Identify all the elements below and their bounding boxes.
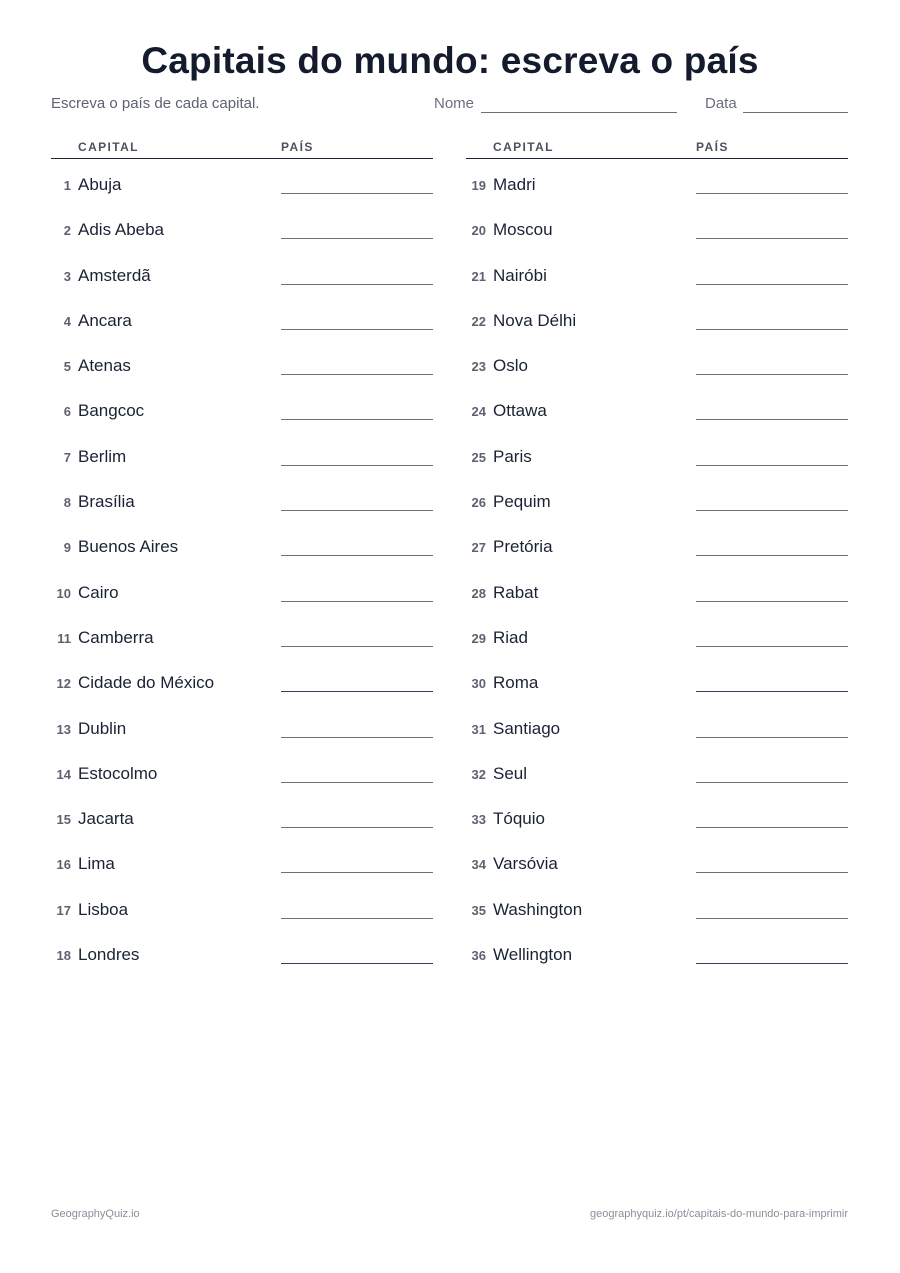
country-answer-line[interactable] — [281, 374, 433, 375]
list-item — [466, 838, 848, 883]
capital-header: CAPITAL — [78, 140, 139, 154]
capital-name: Rabat — [493, 582, 539, 602]
capital-name: Pequim — [493, 492, 551, 512]
item-number: 21 — [471, 268, 486, 284]
item-number: 17 — [56, 902, 71, 918]
country-answer-line[interactable] — [281, 646, 433, 647]
capital-name: Estocolmo — [78, 763, 158, 783]
list-item — [51, 838, 433, 883]
item-number: 2 — [63, 223, 71, 239]
country-answer-line[interactable] — [281, 737, 433, 738]
country-header: PAÍS — [696, 140, 729, 154]
item-number: 26 — [471, 495, 486, 511]
list-item — [51, 884, 433, 929]
capital-name: Buenos Aires — [78, 537, 179, 557]
country-answer-line[interactable] — [696, 827, 848, 828]
list-item — [51, 567, 433, 612]
country-answer-line[interactable] — [696, 963, 848, 964]
capital-name: Brasília — [78, 492, 135, 512]
list-item — [466, 929, 848, 974]
country-answer-line[interactable] — [281, 419, 433, 420]
column-header — [51, 138, 433, 159]
item-number: 18 — [56, 948, 71, 964]
list-item — [51, 929, 433, 974]
item-number: 8 — [63, 495, 71, 511]
list-item — [466, 204, 848, 249]
country-answer-line[interactable] — [696, 555, 848, 556]
country-answer-line[interactable] — [696, 193, 848, 194]
list-item — [51, 295, 433, 340]
country-answer-line[interactable] — [696, 465, 848, 466]
country-answer-line[interactable] — [696, 374, 848, 375]
country-answer-line[interactable] — [696, 737, 848, 738]
capital-name: Adis Abeba — [78, 220, 165, 240]
country-answer-line[interactable] — [696, 329, 848, 330]
list-item — [466, 884, 848, 929]
capital-name: Nairóbi — [493, 265, 547, 285]
item-number: 33 — [471, 812, 486, 828]
footer-brand: GeographyQuiz.io — [51, 1208, 140, 1220]
capital-name: Londres — [78, 945, 140, 965]
capital-header: CAPITAL — [493, 140, 554, 154]
item-number: 36 — [471, 948, 486, 964]
list-item — [51, 703, 433, 748]
country-answer-line[interactable] — [281, 963, 433, 964]
capital-list — [466, 159, 848, 974]
list-item — [466, 793, 848, 838]
capital-name: Dublin — [78, 718, 127, 738]
item-number: 35 — [471, 902, 486, 918]
item-number: 29 — [471, 630, 486, 646]
list-item — [466, 657, 848, 702]
list-item — [466, 567, 848, 612]
capital-name: Cairo — [78, 582, 119, 602]
capital-name: Santiago — [493, 718, 561, 738]
list-item — [466, 159, 848, 204]
country-answer-line[interactable] — [281, 782, 433, 783]
capital-name: Roma — [493, 673, 539, 693]
capital-name: Bangcoc — [78, 401, 145, 421]
capital-name: Jacarta — [78, 809, 134, 829]
item-number: 15 — [56, 812, 71, 828]
page-title: Capitais do mundo: escreva o país — [141, 40, 759, 81]
list-item — [466, 385, 848, 430]
country-answer-line[interactable] — [696, 284, 848, 285]
list-item — [466, 476, 848, 521]
capital-name: Cidade do México — [78, 673, 215, 693]
list-item — [51, 793, 433, 838]
item-number: 22 — [471, 313, 486, 329]
item-number: 10 — [56, 585, 71, 601]
item-number: 30 — [471, 676, 486, 692]
country-answer-line[interactable] — [696, 238, 848, 239]
item-number: 23 — [471, 359, 486, 375]
footer-url: geographyquiz.io/pt/capitais-do-mundo-para-imprimir — [589, 1208, 848, 1220]
capital-name: Oslo — [493, 356, 528, 376]
item-number: 11 — [57, 630, 71, 646]
capital-name: Ancara — [78, 310, 132, 330]
list-item — [51, 657, 433, 702]
capital-list — [51, 159, 433, 974]
capital-name: Madri — [493, 175, 536, 194]
list-item — [51, 250, 433, 295]
item-number: 19 — [471, 178, 486, 193]
date-field[interactable] — [743, 112, 848, 113]
list-item — [51, 204, 433, 249]
country-answer-line[interactable] — [696, 782, 848, 783]
capital-name: Lisboa — [78, 899, 129, 919]
list-item — [466, 250, 848, 295]
list-item — [466, 340, 848, 385]
item-number: 7 — [63, 449, 71, 465]
capital-name: Pretória — [493, 537, 553, 557]
country-answer-line[interactable] — [281, 827, 433, 828]
left-column — [51, 138, 433, 974]
list-item — [51, 159, 433, 204]
list-item — [466, 703, 848, 748]
capital-name: Tóquio — [493, 809, 545, 829]
item-number: 24 — [471, 404, 486, 420]
country-answer-line[interactable] — [281, 872, 433, 873]
capital-name: Camberra — [78, 627, 154, 647]
list-item — [51, 431, 433, 476]
country-answer-line[interactable] — [696, 691, 848, 692]
item-number: 25 — [471, 449, 486, 465]
item-number: 9 — [63, 540, 71, 556]
country-answer-line[interactable] — [281, 555, 433, 556]
capital-name: Seul — [493, 763, 528, 783]
instructions: Escreva o país de cada capital. — [51, 95, 260, 112]
right-column — [466, 138, 848, 974]
capital-name: Washington — [493, 899, 583, 919]
item-number: 16 — [56, 857, 71, 873]
capital-name: Amsterdã — [78, 265, 151, 285]
country-answer-line[interactable] — [281, 238, 433, 239]
capital-name: Lima — [78, 854, 115, 874]
country-answer-line[interactable] — [696, 510, 848, 511]
capital-name: Moscou — [493, 220, 553, 240]
capital-name: Berlim — [78, 446, 127, 466]
country-answer-line[interactable] — [281, 284, 433, 285]
list-item — [466, 431, 848, 476]
capital-name: Nova Délhi — [493, 310, 577, 330]
item-number: 13 — [56, 721, 71, 737]
country-answer-line[interactable] — [696, 419, 848, 420]
list-item — [466, 295, 848, 340]
item-number: 12 — [56, 676, 71, 692]
list-item — [51, 476, 433, 521]
capital-name: Ottawa — [493, 401, 547, 421]
column-header — [466, 138, 848, 159]
country-answer-line[interactable] — [281, 691, 433, 692]
list-item — [51, 385, 433, 430]
list-item — [466, 521, 848, 566]
capital-name: Abuja — [78, 175, 122, 194]
name-label: Nome — [434, 95, 475, 112]
capital-name: Varsóvia — [493, 854, 558, 874]
date-label: Data — [705, 95, 737, 112]
list-item — [51, 612, 433, 657]
item-number: 20 — [471, 223, 486, 239]
list-item — [51, 748, 433, 793]
item-number: 6 — [63, 404, 71, 420]
country-answer-line[interactable] — [696, 601, 848, 602]
country-answer-line[interactable] — [281, 193, 433, 194]
name-field[interactable] — [481, 112, 677, 113]
country-answer-line[interactable] — [281, 918, 433, 919]
capital-name: Riad — [493, 627, 528, 647]
capital-name: Wellington — [493, 945, 573, 965]
item-number: 14 — [56, 766, 71, 782]
country-answer-line[interactable] — [281, 510, 433, 511]
item-number: 32 — [471, 766, 486, 782]
list-item — [466, 612, 848, 657]
country-answer-line[interactable] — [696, 646, 848, 647]
country-answer-line[interactable] — [696, 872, 848, 873]
item-number: 27 — [471, 540, 486, 556]
country-header: PAÍS — [281, 140, 314, 154]
list-item — [51, 340, 433, 385]
capital-name: Paris — [493, 446, 532, 466]
country-answer-line[interactable] — [696, 918, 848, 919]
list-item — [51, 521, 433, 566]
item-number: 4 — [63, 313, 71, 329]
item-number: 28 — [471, 585, 486, 601]
item-number: 34 — [471, 857, 486, 873]
capital-name: Atenas — [78, 356, 131, 376]
country-answer-line[interactable] — [281, 329, 433, 330]
list-item — [466, 748, 848, 793]
country-answer-line[interactable] — [281, 601, 433, 602]
item-number: 31 — [471, 721, 486, 737]
country-answer-line[interactable] — [281, 465, 433, 466]
item-number: 5 — [63, 359, 71, 375]
item-number: 1 — [63, 178, 71, 193]
item-number: 3 — [63, 268, 71, 284]
